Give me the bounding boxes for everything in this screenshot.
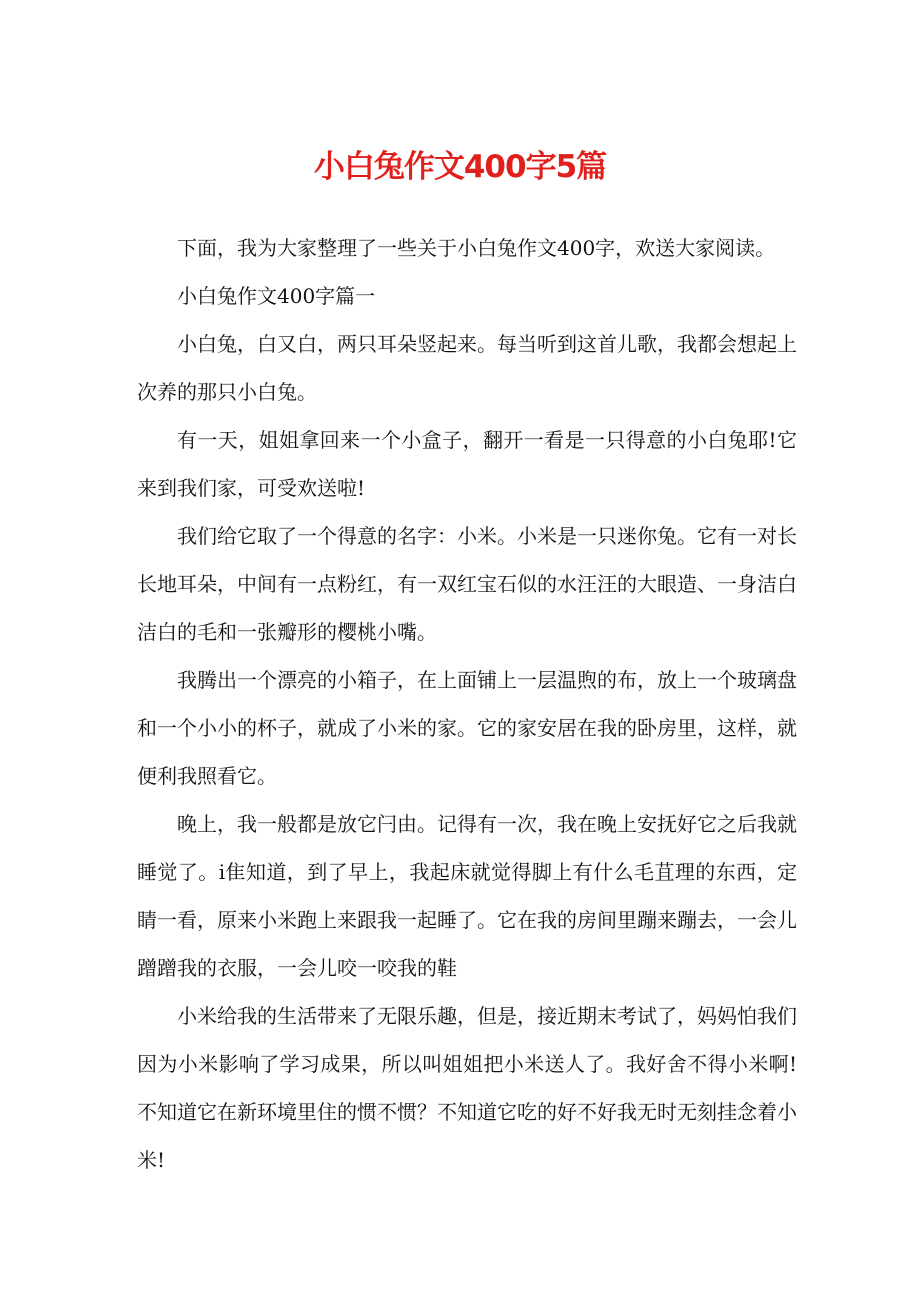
section-heading: 小白兔作文400字篇一 (177, 284, 376, 308)
body-paragraph: 有一天，姐姐拿回来一个小盒子，翻开一看是一只得意的小白兔耶!它来到我们家，可受欢送啦! (137, 428, 797, 500)
body-paragraph: 小白兔，白又白，两只耳朵竖起来。每当听到这首儿歌，我都会想起上次养的那只小白兔。 (137, 332, 797, 404)
document-body (137, 224, 797, 1184)
body-paragraph: 我们给它取了一个得意的名字：小米。小米是一只迷你兔。它有一对长长地耳朵，中间有一点粉红，有一双红宝石似的水汪汪的大眼造、一身洁白洁白的毛和一张瓣形的樱桃小嘴。 (137, 524, 797, 644)
body-paragraph: 小米给我的生活带来了无限乐趣，但是，接近期末考试了，妈妈怕我们因为小米影响了学习成果，所以叫姐姐把小米送人了。我好舍不得小米啊!不知道它在新环境里住的惯不惯？不知道它吃的好不好我无时无刻挂念着小米! (137, 1004, 797, 1172)
body-paragraph: 晚上，我一般都是放它闩由。记得有一次，我在晚上安抚好它之后我就睡觉了。i隹知道，到了早上，我起床就觉得脚上有什么毛苴理的东西，定睛一看，原来小米跑上来跟我一起睡了。它在我的房间里蹦来蹦去，一会儿蹭蹭我的衣服，一会儿咬一咬我的鞋 (137, 812, 797, 980)
body-paragraph: 我腾出一个漂亮的小箱子，在上面铺上一层温煦的布，放上一个玻璃盘和一个小小的杯子，就成了小米的家。它的家安居在我的卧房里，这样，就便利我照看它。 (137, 668, 797, 788)
document-title: 小白兔作文400字5篇 (313, 149, 607, 185)
intro-paragraph: 下面，我为大家整理了一些关于小白兔作文400字，欢送大家阅读。 (177, 236, 776, 260)
